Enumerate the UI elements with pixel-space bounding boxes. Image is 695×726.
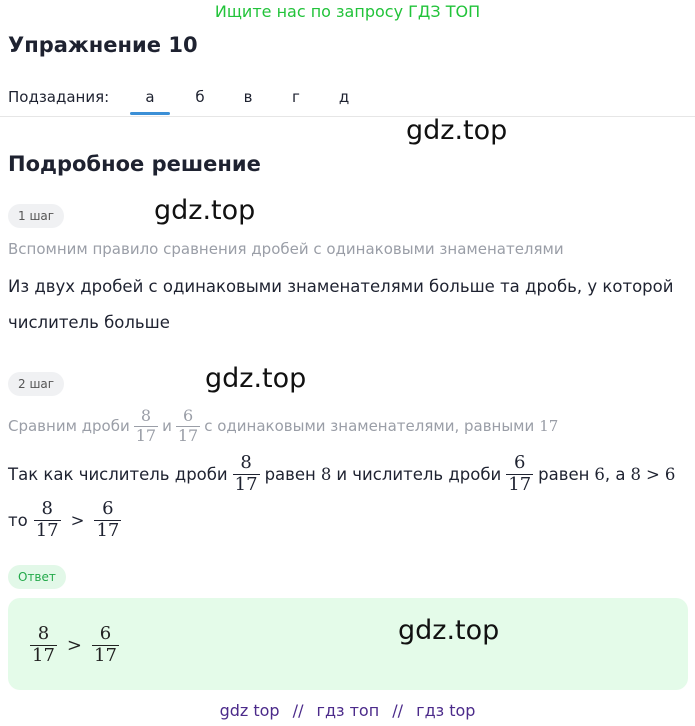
fraction-6-17: $\frac{6}{17}$ <box>96 497 120 541</box>
line1-part-b: равен <box>264 464 316 484</box>
active-tab-indicator <box>130 112 170 115</box>
footer-separator: // <box>392 701 404 720</box>
denominator-value: 17 <box>539 417 559 435</box>
step1-hint: Вспомним правило сравнения дробей с одинаковыми знаменателями <box>8 240 564 258</box>
numerator-value-a: 8 <box>320 464 332 484</box>
line1-part-c: и числитель дроби <box>336 464 502 484</box>
fraction-6-17: $\frac{6}{17}$ <box>94 622 117 666</box>
tab-v[interactable]: в <box>243 88 253 106</box>
watermark: gdz.top <box>154 195 256 226</box>
footer-link-gdz-top-mixed[interactable]: гдз top <box>416 701 476 720</box>
step2-hint <box>8 402 558 450</box>
greater-than-sign: > <box>646 464 660 484</box>
page-title: Упражнение 10 <box>8 33 198 57</box>
watermark: gdz.top <box>398 615 500 646</box>
hint-prefix: Сравним дроби <box>8 417 130 435</box>
step1-text-line2: числитель больше <box>8 313 170 332</box>
footer-links <box>0 701 695 720</box>
section-title: Подробное решение <box>8 152 261 176</box>
numerator-value-b: 6 <box>594 464 605 484</box>
fraction-8-17: $\frac{8}{17}$ <box>35 497 59 541</box>
answer-expression <box>30 617 119 673</box>
greater-than-sign: > <box>66 634 82 656</box>
tab-a[interactable]: а <box>145 88 155 106</box>
promo-banner: Ищите нас по запросу ГДЗ ТОП <box>214 2 481 21</box>
fraction-8-17: $\frac{8}{17}$ <box>135 406 157 445</box>
watermark: gdz.top <box>205 363 307 394</box>
hint-suffix: с одинаковыми знаменателями, равными <box>204 417 535 435</box>
fraction-8-17: $\frac{8}{17}$ <box>234 451 258 495</box>
step2-text-line1 <box>8 448 675 500</box>
footer-separator: // <box>292 701 304 720</box>
line1-part-d: равен <box>538 464 590 484</box>
footer-link-gdz-top-ru[interactable]: гдз топ <box>316 701 380 720</box>
tabs-divider <box>0 116 695 117</box>
tab-b[interactable]: б <box>195 88 205 106</box>
then-word: то <box>8 510 28 530</box>
watermark: gdz.top <box>406 115 508 146</box>
fraction-6-17: $\frac{6}{17}$ <box>508 451 532 495</box>
line1-part-a: Так как числитель дроби <box>8 464 228 484</box>
fraction-8-17: $\frac{8}{17}$ <box>32 622 55 666</box>
step2-text-line2 <box>8 494 127 546</box>
compare-left: 8 <box>630 464 642 484</box>
compare-right: 6 <box>664 464 676 484</box>
subtasks-label: Подзадания: <box>8 88 110 106</box>
answer-badge: Ответ <box>8 565 66 589</box>
step1-text-line1: Из двух дробей с одинаковыми знаменателями больше та дробь, у которой <box>8 277 674 296</box>
step-badge-2: 2 шаг <box>8 372 64 396</box>
tab-d[interactable]: д <box>338 88 350 106</box>
step-badge-1: 1 шаг <box>8 204 64 228</box>
line1-part-e: , а <box>604 464 626 484</box>
tab-g[interactable]: г <box>292 88 300 106</box>
hint-and: и <box>162 417 172 435</box>
fraction-6-17: $\frac{6}{17}$ <box>177 406 199 445</box>
greater-than-sign: > <box>70 510 85 530</box>
footer-link-gdz-top[interactable]: gdz top <box>219 701 280 720</box>
